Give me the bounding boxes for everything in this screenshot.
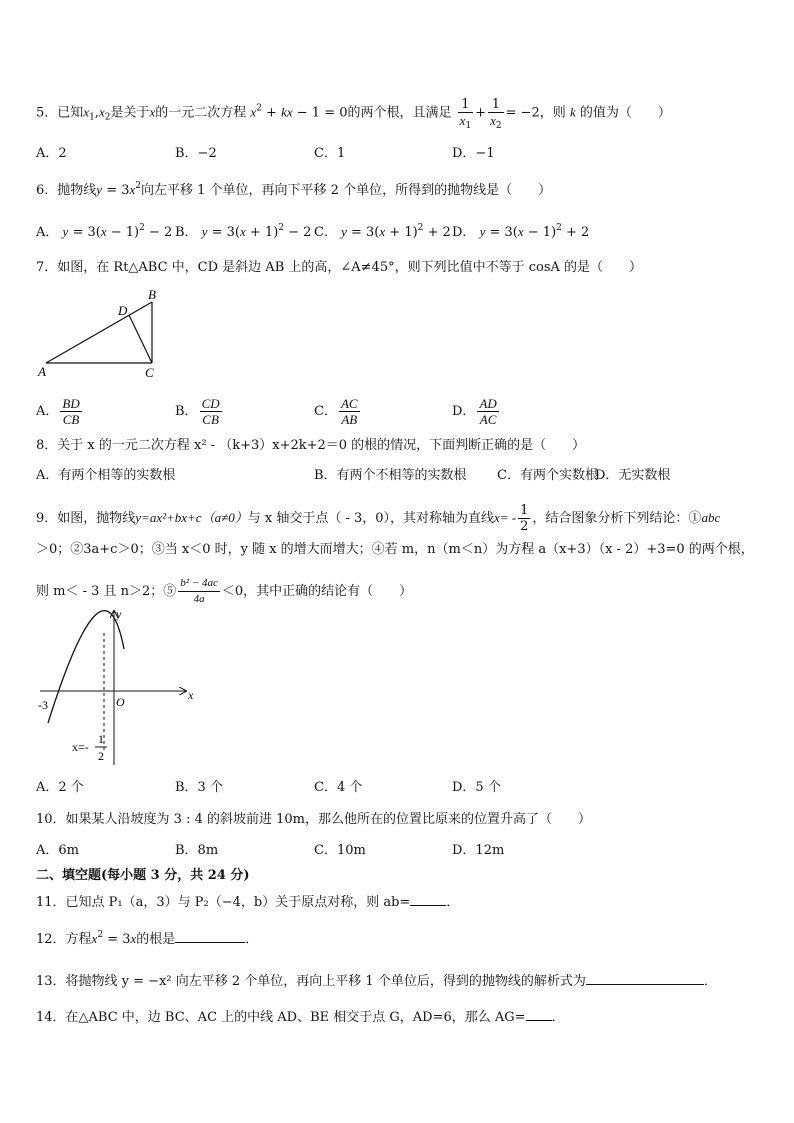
- q12-answer-blank[interactable]: [175, 930, 245, 943]
- q5-text-c: 的一元二次方程: [155, 105, 247, 121]
- q10-option-c: C．10m: [314, 843, 366, 858]
- q10-option-d: D．12m: [452, 843, 505, 858]
- label-c: C: [145, 365, 154, 380]
- q7-option-c-label: C．: [314, 404, 337, 419]
- q8-option-b: B．有两个不相等的实数根: [314, 468, 467, 483]
- question-14: [36, 1008, 565, 1028]
- q6-option-a: A． $y = 3(x - 1)^2 - 2$: [36, 223, 173, 240]
- q7-option-c: [314, 396, 362, 427]
- q13-answer-blank[interactable]: [586, 972, 704, 985]
- q6-option-c: C． $y = 3(x + 1)^2 + 2$: [314, 223, 451, 240]
- segment-ab: [46, 302, 152, 363]
- q9-option-c: C．4 个: [314, 780, 363, 795]
- q5-text-b: 是关于: [110, 105, 150, 121]
- question-7: 7．如图，在 Rt△ABC 中，CD 是斜边 AB 上的高，∠A≠45°，则下列比值中不等于 cosA 的是（ ）: [36, 260, 643, 275]
- q9-frac-num: b² − 4ac: [178, 576, 220, 592]
- q9-text-c: 与 x 轴交于点（ - 3，0），其对称轴为直线: [247, 511, 495, 526]
- q8-option-d: D．无实数根: [595, 468, 671, 483]
- q7-option-a-label: A．: [36, 404, 59, 419]
- question-12: 12．方程$x^2 = 3x$的根是 ．: [36, 930, 259, 947]
- x-label: x: [188, 688, 194, 702]
- q6-text-a: 6．抛物线: [36, 183, 97, 198]
- symmetry-axis-num: 1: [98, 732, 104, 746]
- y-label: y: [116, 607, 122, 621]
- q7-option-c-fraction: [339, 396, 360, 427]
- label-d: D: [118, 303, 128, 318]
- q11-answer-blank[interactable]: [410, 893, 446, 906]
- q6-option-d-label: D．: [452, 225, 476, 240]
- q9-equation: y=ax²+bx+c（a≠0）: [135, 510, 248, 525]
- q13-text: 13．将抛物线 y = −x² 向左平移 2 个单位，再向上平移 1 个单位后，得到的抛物线的解析式为: [36, 974, 586, 989]
- q5-text-d: 的两个根，且满足: [347, 105, 452, 121]
- label-a: A: [38, 364, 46, 379]
- q6-option-b: B． $y = 3(x + 1)^2 - 2$: [175, 223, 312, 240]
- question-10: 10．如果某人沿坡度为 3 : 4 的斜坡前进 10m，那么他所在的位置比原来的位置升高了（ ）: [36, 812, 591, 827]
- q6-option-d: D． $y = 3(x - 1)^2 + 2$: [452, 223, 590, 240]
- q9-half-num: 1: [520, 503, 529, 518]
- q9-text-line3a: 则 m＜ - 3 且 n＞2；⑤: [36, 584, 177, 599]
- question-9-line-3: [36, 576, 412, 607]
- q9-option-b: B．3 个: [175, 780, 223, 795]
- origin-label: O: [116, 695, 125, 709]
- q5-text-e: ，则: [539, 105, 566, 121]
- q7-option-d-label: D．: [452, 404, 476, 419]
- q7-b-num: CD: [201, 396, 220, 411]
- q6-option-a-label: A．: [36, 225, 59, 240]
- q9-text-line3b: ＜0，其中正确的结论有（ ）: [221, 584, 413, 599]
- q6-option-b-label: B．: [175, 225, 198, 240]
- q9-text-e: ，结合图象分析下列结论：①: [532, 511, 702, 526]
- q7-option-a: [36, 396, 84, 427]
- question-8: 8．关于 x 的一元二次方程 x² - （k+3）x+2k+2＝0 的根的情况，下面判断正确的是（ ）: [36, 438, 586, 453]
- question-9-line-2: ＞0；②3a+c＞0；③当 x＜0 时，y 随 x 的增大而增大；④若 m，n（m＜n）为方程 a（x+3）（x - 2）+3=0 的两个根，: [36, 542, 754, 557]
- q11-end: ．: [446, 895, 460, 910]
- q6-option-c-label: C．: [314, 225, 337, 240]
- question-13: [36, 972, 717, 992]
- q7-option-d: [452, 396, 501, 427]
- q7-option-b-fraction: [200, 396, 222, 427]
- q7-d-den: AC: [479, 412, 497, 427]
- q12-end: ．: [245, 932, 259, 947]
- q8-option-c: C．有两个实数根: [497, 468, 598, 483]
- q5-option-c: C．1: [314, 146, 346, 161]
- q5-option-b: B．−2: [175, 146, 217, 161]
- q9-abc: abc: [701, 510, 721, 525]
- parabola-curve: [48, 611, 124, 723]
- q13-end: ．: [703, 974, 717, 989]
- q5-option-d: D．−1: [452, 146, 495, 161]
- q5-fraction-1: $\frac{1}{x_1}$: [459, 97, 472, 131]
- segment-cd: [129, 315, 152, 363]
- q7-a-den: CB: [62, 412, 80, 427]
- q9-half-den: 2: [520, 519, 529, 534]
- q10-option-b: B．8m: [175, 843, 219, 858]
- q9-parabola-graph: [36, 605, 206, 770]
- q5-option-a: A．2: [36, 146, 67, 161]
- q9-axis-eq: x= -: [494, 510, 517, 525]
- question-5: 5．已知$x_1,x_2$是关于x的一元二次方程 $x^2$ + kx − 1 = 0的两个根，且满足 $\frac{1}{x_1}$ + $\frac{1}{x_2}$ = −2，则 k 的值为（ ）: [36, 97, 671, 131]
- q8-option-a: A．有两个相等的实数根: [36, 468, 176, 483]
- q7-option-b: [175, 396, 224, 427]
- q9-discriminant-fraction: [178, 576, 220, 607]
- q9-half-fraction: [518, 503, 530, 534]
- q7-triangle-figure: [36, 286, 166, 382]
- question-11: [36, 893, 459, 913]
- q12-text-a: 12．方程: [36, 932, 92, 947]
- symmetry-axis-label: x=-: [72, 740, 89, 754]
- q9-option-a: A．2 个: [36, 780, 84, 795]
- q7-b-den: CB: [202, 412, 219, 427]
- q9-option-d: D．5 个: [452, 780, 501, 795]
- q6-text-b: 向左平移 1 个单位，再向下平移 2 个单位，所得到的抛物线是（ ）: [141, 183, 552, 198]
- question-6: 6．抛物线$y = 3x^2$向左平移 1 个单位，再向下平移 2 个单位，所得到的抛物线是（ ）: [36, 181, 552, 198]
- q11-text: 11．已知点 P₁（a，3）与 P₂（−4，b）关于原点对称，则 ab=: [36, 895, 411, 910]
- q7-d-num: AD: [479, 396, 497, 411]
- q9-frac-den: 4a: [193, 593, 205, 605]
- symmetry-axis-den: 2: [98, 749, 104, 763]
- q5-text-f: 的值为（ ）: [579, 105, 671, 121]
- q7-option-a-fraction: [60, 396, 81, 427]
- minus-three-label: -3: [38, 698, 48, 712]
- question-9-line-1: [36, 503, 720, 534]
- q7-c-num: AC: [340, 396, 358, 411]
- q7-option-d-fraction: [477, 396, 498, 427]
- q7-option-b-label: B．: [175, 404, 198, 419]
- section-2-title: 二、填空题(每小题 3 分，共 24 分): [36, 868, 250, 883]
- q14-text: 14．在△ABC 中，边 BC、AC 上的中线 AD、BE 相交于点 G，AD=6，那么 AG=: [36, 1010, 526, 1025]
- label-b: B: [148, 287, 156, 302]
- q7-c-den: AB: [341, 412, 358, 427]
- q7-a-num: BD: [62, 396, 80, 411]
- q12-text-b: 的根是: [136, 932, 176, 947]
- q14-end: ．: [551, 1010, 565, 1025]
- q14-answer-blank[interactable]: [526, 1008, 552, 1021]
- q5-fraction-2: $\frac{1}{x_2}$: [490, 97, 502, 131]
- q10-option-a: A．6m: [36, 843, 79, 858]
- q5-text-a: 5．已知: [36, 105, 84, 121]
- q9-text-a: 9．如图，抛物线: [36, 511, 136, 526]
